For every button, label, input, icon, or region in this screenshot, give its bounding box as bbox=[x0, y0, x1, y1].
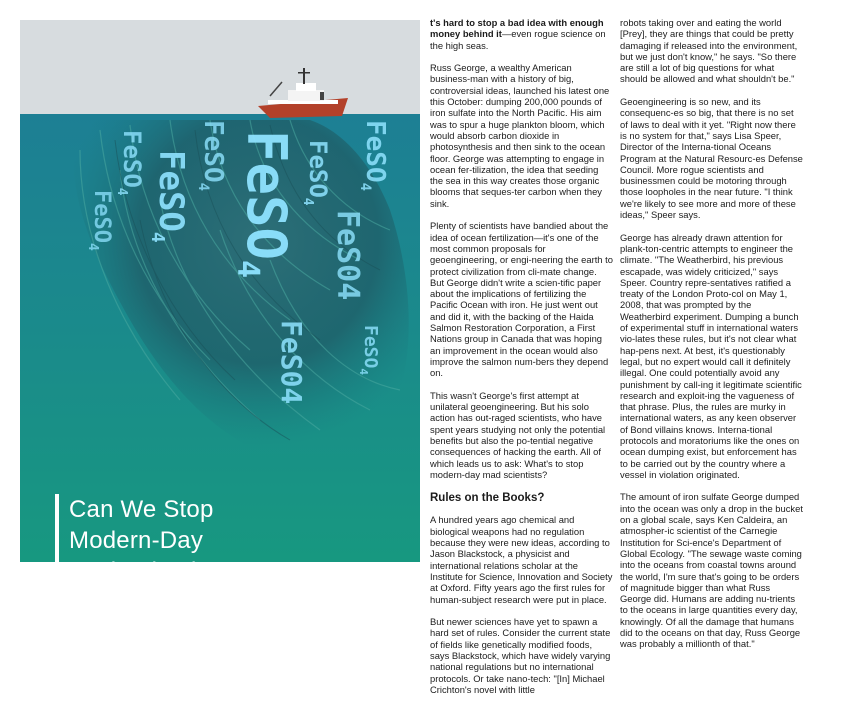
article-column-2 bbox=[620, 17, 803, 661]
headline-line-1: Can We Stop bbox=[69, 496, 214, 523]
formula-10: FeS04 bbox=[330, 210, 365, 301]
lead-bold: t's hard to stop a bad idea with enough money behind it bbox=[430, 17, 604, 40]
paragraph-2: Plenty of scientists have bandied about the idea of ocean fertilization—it's one of the most common proposals for geoengineering, or engi-neering the earth to protect civilization from cli-mate change. But George didn't write a scien-tific paper about the implications of fertilizing the Pacific Ocean with iron. He just went out and did it, with the backing of the Haida Salmon Restoration Corporation, a First Nations group in Canada that was hoping an improvement in the ocean would also improve the salmon num-bers they depend on. bbox=[430, 220, 613, 379]
formula-3: FeSO$_4$ bbox=[147, 150, 191, 243]
lead-rest: —even rogue science on the high seas. bbox=[430, 28, 606, 51]
formula-4: FeSO$_4$ bbox=[195, 120, 228, 192]
paragraph-9: The amount of iron sulfate George dumped into the ocean was only a drop in the bucket on a global scale, says Ken Caldeira, an atmospher-ic scientist of the Carnegie Institution for Sci-ence's Department of Global Ecology. "The sewage waste coming into the oceans from coastal towns around the world, I'm sure that's going to be orders of magnitude bigger than what Russ George did. Humans are adding nu-trients to the oceans in large quantities every day, knowingly. Of all the damage that humans did to the oceans on that day, Russ George was probably a millionth of that." bbox=[620, 491, 803, 650]
lead-paragraph bbox=[430, 17, 613, 51]
paragraph-4: A hundred years ago chemical and biological weapons had no regulation because they were new ideas, according to Jason Blackstock, a physicist and international relations scholar at the Institute for Science, Innovation and Society at Oxford. Fifty years ago the first rules for human-subject research were put in place. bbox=[430, 514, 613, 605]
headline bbox=[55, 494, 241, 587]
article-column-1 bbox=[430, 17, 613, 707]
ocean-scene-graphic bbox=[20, 20, 420, 562]
paragraph-5: But newer sciences have yet to spawn a hard set of rules. Consider the current state of fields like genetically modified foods, says Blackstock, which have widely varying national regulations but no international protocols. Or take nano-tech: "[In] Michael Crichton's novel with little bbox=[430, 616, 611, 695]
formula-2: FeSO$_4$ bbox=[114, 130, 146, 196]
paragraph-3: This wasn't George's first attempt at unilateral geoengineering. But his solo action has out-raged scientists, who have spent years studying not only the potential benefits but also the po-tential negative consequences of hacking the earth. All of which leads us to ask: What's to stop modern-day mad scientists? bbox=[430, 389, 606, 480]
formula-6: FeSO$_4$ bbox=[300, 140, 332, 206]
sky bbox=[20, 20, 420, 114]
paragraph-1: Russ George, a wealthy American business-man with a history of big, controversial ideas, launched his latest one this October: dumping 200,000 pounds of iron sulfate into the North Pacific. His aim was to spur a huge plankton bloom, which would absorb carbon dioxide in photosynthesis and then sink to the ocean floor. George was attempting to engage in ocean fer-tilization, the idea that seeding the sea in this way creates those organic blooms that seques-ter carbon when they sink. bbox=[430, 62, 610, 209]
paragraph-8: George has already drawn attention for plank-ton-centric attempts to engineer the climate. "The Weatherbird, his previous escapade, was widely criticized," says Speer. Country repre-sentatives ratified a treaty of the London Proto-col on May 1, 2008, that was prompted by the Weatherbird experiment. Dumping a bunch of experimental stuff in international waters vio-lates these rules, but it's not clear what hap-pens next. At best, it's questionably legal, but no expert would call it definitely illegal. One could potentially avoid any punishment by call-ing it legitimate scientific research and exploit-ing the vagueness of that phrase. Plus, the rules are murky in international waters, as any keen observer of Bond villains knows. Interna-tional protocols and moratoriums like the ones on ocean dumping exist, but enforcement has to be carried out by the country where a vessel in violation originated. bbox=[620, 231, 802, 480]
paragraph-6: robots taking over and eating the world [Prey], they are things that could be pretty damaging if released into the environment, but we just don't know," he says. "So there are still a lot of big questions for what should be allowed and what shouldn't be." bbox=[620, 17, 798, 85]
headline-line-2: Modern-Day bbox=[69, 527, 204, 554]
formula-8: FeS04 bbox=[275, 320, 308, 405]
formula-7: FeSO$_4$ bbox=[357, 120, 390, 192]
cover-illustration bbox=[20, 20, 420, 585]
formula-1: FeSO$_4$ bbox=[85, 190, 114, 251]
formula-9: FeSO$_4$ bbox=[357, 325, 381, 375]
headline-line-3: Mad Scientists? bbox=[69, 558, 242, 585]
paragraph-7: Geoengineering is so new, and its consequenc-es so big, that there is no set of laws to deal with it yet. "Right now there is no system for that," says Lisa Speer, Director of the Interna-tional Oceans Program at the Natural Resourc-es Defense Council. More rogue scientists and businessmen could be motoring through those loopholes in the near future. "I think we're likely to see more and more of these ideas," Speer says. bbox=[620, 96, 803, 221]
formula-5: FeSO4 bbox=[230, 130, 298, 279]
section-subhead: Rules on the Books? bbox=[430, 492, 545, 505]
